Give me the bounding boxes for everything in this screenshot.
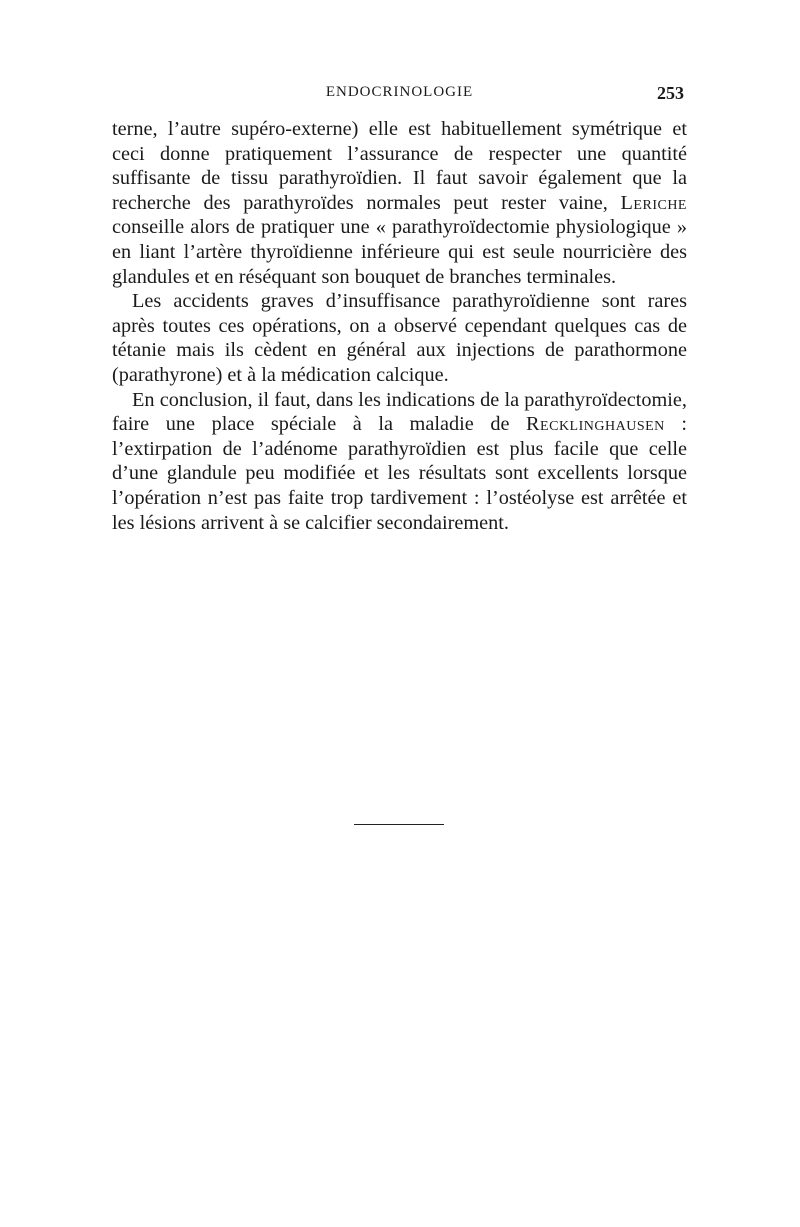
paragraph-3-text-1: En conclusion, il faut, dans les indications de la parathyroïdectomie, faire une place spéciale à la maladie de (112, 388, 687, 436)
paragraph-1-text-1: terne, l’autre supéro-externe) elle est habituellement symétrique et ceci donne pratiquement l’assurance de respecter une quantité suffisante de tissu parathyroïdien. Il faut savoir également que la recherche des parathyroïdes normales peut rester vaine, (112, 118, 687, 214)
paragraph-3-text-2: : l’extirpation de l’adénome parathyroïdien est plus facile que celle d’une glandule peu modifiée et les résultats sont excellents lorsque l’opération n’est pas faite trop tardivement : l’ostéolyse est arrêtée et les lésions arrivent à se calcifier secondairement. (112, 413, 687, 534)
paragraph-3 (112, 388, 687, 536)
running-title: ENDOCRINOLOGIE (325, 84, 474, 100)
page-number: 253 (657, 83, 684, 103)
author-name-recklinghausen: Recklinghausen (526, 413, 665, 436)
section-end-rule (354, 824, 444, 825)
running-header (112, 84, 687, 108)
paragraph-1-text-2: conseille alors de pratiquer une « parathyroïdectomie physiologique » en liant l’artère thyroïdienne inférieure qui est seule nourricière des glandules et en réséquant son bouquet de branches terminales. (112, 216, 687, 288)
paragraph-2-text: Les accidents graves d’insuffisance parathyroïdienne sont rares après toutes ces opérations, on a observé cependant quelques cas de tétanie mais ils cèdent en général aux injections de parathormone (parathyrone) et à la médication calcique. (112, 290, 687, 386)
body-text (112, 117, 687, 535)
paragraph-1 (112, 117, 687, 289)
paragraph-2 (112, 289, 687, 387)
author-name-leriche: Leriche (620, 191, 687, 214)
